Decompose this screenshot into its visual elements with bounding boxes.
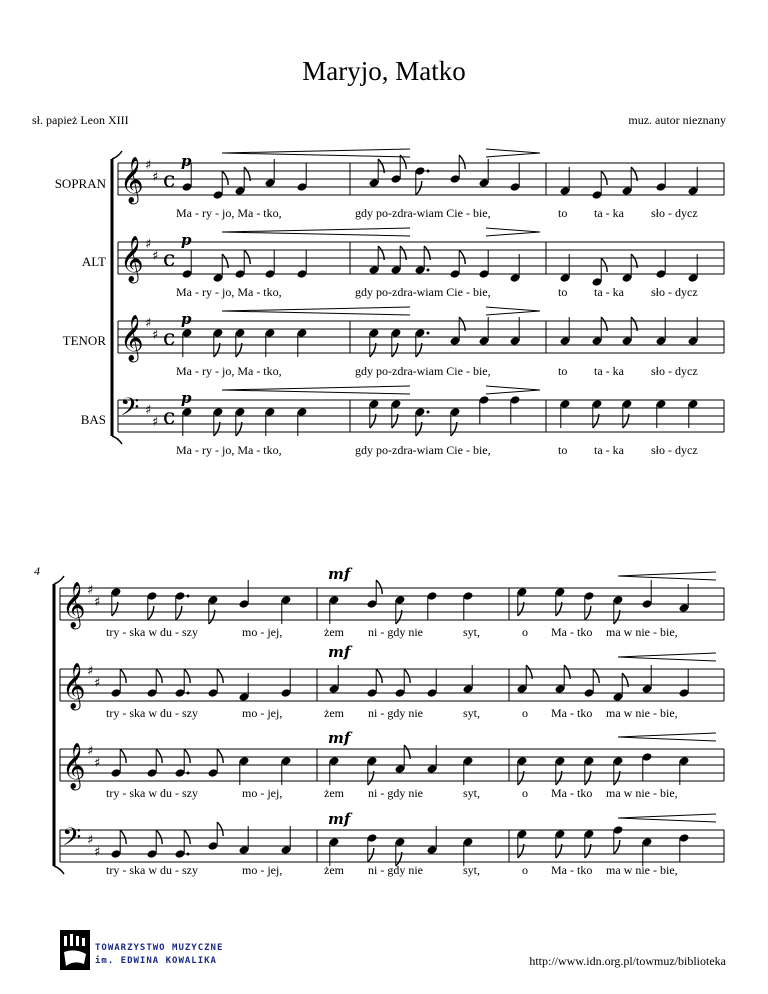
lyric-s2-alto-g: Ma - tko [551, 706, 593, 720]
note-flag [376, 669, 382, 683]
crescendo-hairpin [222, 228, 410, 232]
lyric-s1-soprano-m1: Ma - ry - jo, Ma - tko, [176, 206, 282, 220]
note-flag [614, 840, 620, 854]
publisher-logo-icon [60, 930, 90, 970]
crescendo-hairpin [618, 737, 716, 741]
sharp-icon: ♯ [94, 845, 101, 860]
note-flag [244, 250, 250, 264]
lyric-s1-alto-m1: Ma - ry - jo, Ma - tko, [176, 285, 282, 299]
part-label-alto: ALT [81, 254, 106, 269]
note-flag [156, 830, 162, 844]
piece-title: Maryjo, Matko [302, 56, 466, 86]
note-flag [184, 669, 190, 683]
lyric-s2-bass-g: Ma - tko [551, 863, 593, 877]
note-flag [585, 606, 591, 620]
common-time-icon: c [163, 405, 176, 430]
treble-clef-icon: 𝄞 [62, 743, 86, 789]
lyric-s2-bass-d: ni - gdy nie [368, 863, 423, 877]
measure-number: 4 [34, 564, 40, 578]
note-flag [601, 258, 607, 272]
composer-credit: muz. autor nieznany [628, 113, 726, 127]
decrescendo-hairpin [486, 311, 540, 315]
lyric-s2-tenor-h: ma w nie - bie, [606, 786, 678, 800]
crescendo-hairpin [618, 814, 716, 818]
dynamic-soprano-1: p [181, 152, 192, 170]
lyric-s1-alto-m3b: ta - ka [594, 285, 624, 299]
lyric-s2-tenor-a: try - ska w du - szy [106, 786, 198, 800]
treble-clef-icon: 𝄞 [120, 315, 144, 361]
note-flag [376, 580, 382, 594]
lyric-s1-soprano-m3c: sło - dycz [651, 206, 698, 220]
decrescendo-hairpin [486, 153, 540, 157]
crescendo-hairpin [618, 572, 716, 576]
lyric-s2-soprano-a: try - ska w du - szy [106, 625, 198, 639]
crescendo-hairpin [222, 232, 410, 236]
augmentation-dot [187, 595, 190, 598]
lyric-s2-bass-h: ma w nie - bie, [606, 863, 678, 877]
dynamic-tenor-1: p [181, 310, 192, 328]
part-label-bass: BAS [80, 412, 106, 427]
decrescendo-hairpin [486, 149, 540, 153]
note-flag [156, 749, 162, 763]
bracket-hook [112, 436, 122, 444]
lyric-s2-bass-a: try - ska w du - szy [106, 863, 198, 877]
part-label-soprano: SOPRAN [54, 176, 106, 191]
crescendo-hairpin [222, 311, 410, 315]
lyric-s2-alto-d: ni - gdy nie [368, 706, 423, 720]
crescendo-hairpin [618, 818, 716, 822]
note-flag [120, 749, 126, 763]
lyric-s1-bass-m3b: ta - ka [594, 443, 624, 457]
lyric-s1-tenor-m3c: sło - dycz [651, 364, 698, 378]
sharp-icon: ♯ [87, 744, 94, 759]
lyric-s2-alto-a: try - ska w du - szy [106, 706, 198, 720]
lyric-s1-tenor-m3a: to [558, 364, 568, 378]
note-flag [601, 171, 607, 185]
lyric-s1-soprano-m3a: to [558, 206, 568, 220]
dynamic-alto-1: p [181, 231, 192, 249]
treble-clef-icon: 𝄞 [62, 582, 86, 628]
lyric-s2-alto-e: syt, [463, 706, 481, 720]
bass-clef-icon: 𝄢 [62, 823, 82, 858]
lyric-s2-soprano-d: ni - gdy nie [368, 625, 423, 639]
notes-layer [62, 155, 698, 866]
lyric-s2-tenor-c: żem [324, 786, 344, 800]
lyric-s2-tenor-g: Ma - tko [551, 786, 593, 800]
lyric-s2-soprano-c: żem [324, 625, 344, 639]
crescendo-hairpin [618, 733, 716, 737]
augmentation-dot [187, 772, 190, 775]
publisher-patron: im. EDWINA KOWALIKA [95, 956, 217, 966]
lyric-s1-bass-m1: Ma - ry - jo, Ma - tko, [176, 443, 282, 457]
dynamic-bass-2: mf [328, 810, 351, 828]
lyric-s2-alto-c: żem [324, 706, 344, 720]
augmentation-dot [427, 170, 430, 173]
note-flag [120, 669, 126, 683]
part-label-tenor: TENOR [62, 333, 106, 348]
lyric-s1-bass-m2: gdy po-zdra-wiam Cie - bie, [355, 443, 491, 457]
note-flag [222, 171, 228, 185]
note-flag [184, 830, 190, 844]
lyric-s1-alto-m3c: sło - dycz [651, 285, 698, 299]
sharp-icon: ♯ [94, 676, 101, 691]
lyric-s2-alto-h: ma w nie - bie, [606, 706, 678, 720]
lyric-s1-soprano-m3b: ta - ka [594, 206, 624, 220]
sharp-icon: ♯ [87, 833, 94, 848]
dynamic-alto-2: mf [328, 643, 351, 661]
augmentation-dot [427, 269, 430, 272]
crescendo-hairpin [618, 576, 716, 580]
sharp-icon: ♯ [145, 158, 152, 173]
library-url[interactable]: http://www.idn.org.pl/towmuz/biblioteka [529, 954, 726, 968]
sharp-icon: ♯ [145, 237, 152, 252]
sharp-icon: ♯ [87, 583, 94, 598]
note-flag [416, 181, 422, 195]
note-flag [148, 606, 154, 620]
note-flag [217, 822, 223, 836]
sharp-icon: ♯ [94, 756, 101, 771]
sharp-icon: ♯ [87, 664, 94, 679]
crescendo-hairpin [618, 653, 716, 657]
lyric-s1-soprano-m2: gdy po-zdra-wiam Cie - bie, [355, 206, 491, 220]
lyric-s1-tenor-m3b: ta - ka [594, 364, 624, 378]
lyricist-credit: sł. papież Leon XIII [32, 113, 129, 127]
lyric-s2-bass-b: mo - jej, [242, 863, 283, 877]
common-time-icon: c [163, 247, 176, 272]
lyric-s2-tenor-f: o [522, 786, 528, 800]
crescendo-hairpin [222, 386, 410, 390]
lyric-s1-bass-m3a: to [558, 443, 568, 457]
lyric-s2-soprano-h: ma w nie - bie, [606, 625, 678, 639]
lyric-s1-alto-m2: gdy po-zdra-wiam Cie - bie, [355, 285, 491, 299]
lyric-s1-bass-m3c: sło - dycz [651, 443, 698, 457]
sharp-icon: ♯ [152, 415, 159, 430]
treble-clef-icon: 𝄞 [62, 663, 86, 709]
dynamic-bass-1: p [181, 389, 192, 407]
lyric-s1-tenor-m1: Ma - ry - jo, Ma - tko, [176, 364, 282, 378]
crescendo-hairpin [222, 390, 410, 394]
augmentation-dot [427, 411, 430, 414]
crescendo-hairpin [222, 153, 410, 157]
decrescendo-hairpin [486, 228, 540, 232]
lyric-s1-tenor-m2: gdy po-zdra-wiam Cie - bie, [355, 364, 491, 378]
crescendo-hairpin [618, 657, 716, 661]
sharp-icon: ♯ [152, 328, 159, 343]
lyric-s2-bass-c: żem [324, 863, 344, 877]
lyric-s2-bass-f: o [522, 863, 528, 877]
lyric-s2-tenor-b: mo - jej, [242, 786, 283, 800]
note-flag [368, 848, 374, 862]
sharp-icon: ♯ [152, 249, 159, 264]
note-flag [184, 749, 190, 763]
decrescendo-hairpin [486, 232, 540, 236]
decrescendo-hairpin [486, 386, 540, 390]
note-flag [156, 669, 162, 683]
lyric-s2-soprano-b: mo - jej, [242, 625, 283, 639]
publisher-name: TOWARZYSTWO MUZYCZNE [95, 943, 224, 953]
lyric-s2-alto-f: o [522, 706, 528, 720]
note-flag [217, 669, 223, 683]
sharp-icon: ♯ [152, 170, 159, 185]
lyric-s2-soprano-g: Ma - tko [551, 625, 593, 639]
note-flag [176, 606, 182, 620]
augmentation-dot [187, 692, 190, 695]
treble-clef-icon: 𝄞 [120, 236, 144, 282]
sharp-icon: ♯ [145, 316, 152, 331]
decrescendo-hairpin [486, 307, 540, 311]
lyric-s2-alto-b: mo - jej, [242, 706, 283, 720]
sharp-icon: ♯ [145, 403, 152, 418]
lyric-s2-bass-e: syt, [463, 863, 481, 877]
note-flag [404, 669, 410, 683]
lyric-s2-soprano-e: syt, [463, 625, 481, 639]
lyric-s2-soprano-f: o [522, 625, 528, 639]
crescendo-hairpin [222, 307, 410, 311]
common-time-icon: c [163, 326, 176, 351]
augmentation-dot [427, 332, 430, 335]
bass-clef-icon: 𝄢 [120, 393, 140, 428]
note-flag [459, 250, 465, 264]
sharp-icon: ♯ [94, 595, 101, 610]
treble-clef-icon: 𝄞 [120, 157, 144, 203]
lyric-s2-tenor-d: ni - gdy nie [368, 786, 423, 800]
note-flag [593, 669, 599, 683]
lyric-s2-tenor-e: syt, [463, 786, 481, 800]
lyric-s1-alto-m3a: to [558, 285, 568, 299]
decrescendo-hairpin [486, 390, 540, 394]
note-flag [459, 155, 465, 169]
dynamic-tenor-2: mf [328, 729, 351, 747]
note-flag [217, 749, 223, 763]
bracket-hook [54, 866, 64, 874]
augmentation-dot [187, 853, 190, 856]
common-time-icon: c [163, 168, 176, 193]
note-flag [120, 830, 126, 844]
crescendo-hairpin [222, 149, 410, 153]
dynamic-soprano-2: mf [328, 565, 351, 583]
